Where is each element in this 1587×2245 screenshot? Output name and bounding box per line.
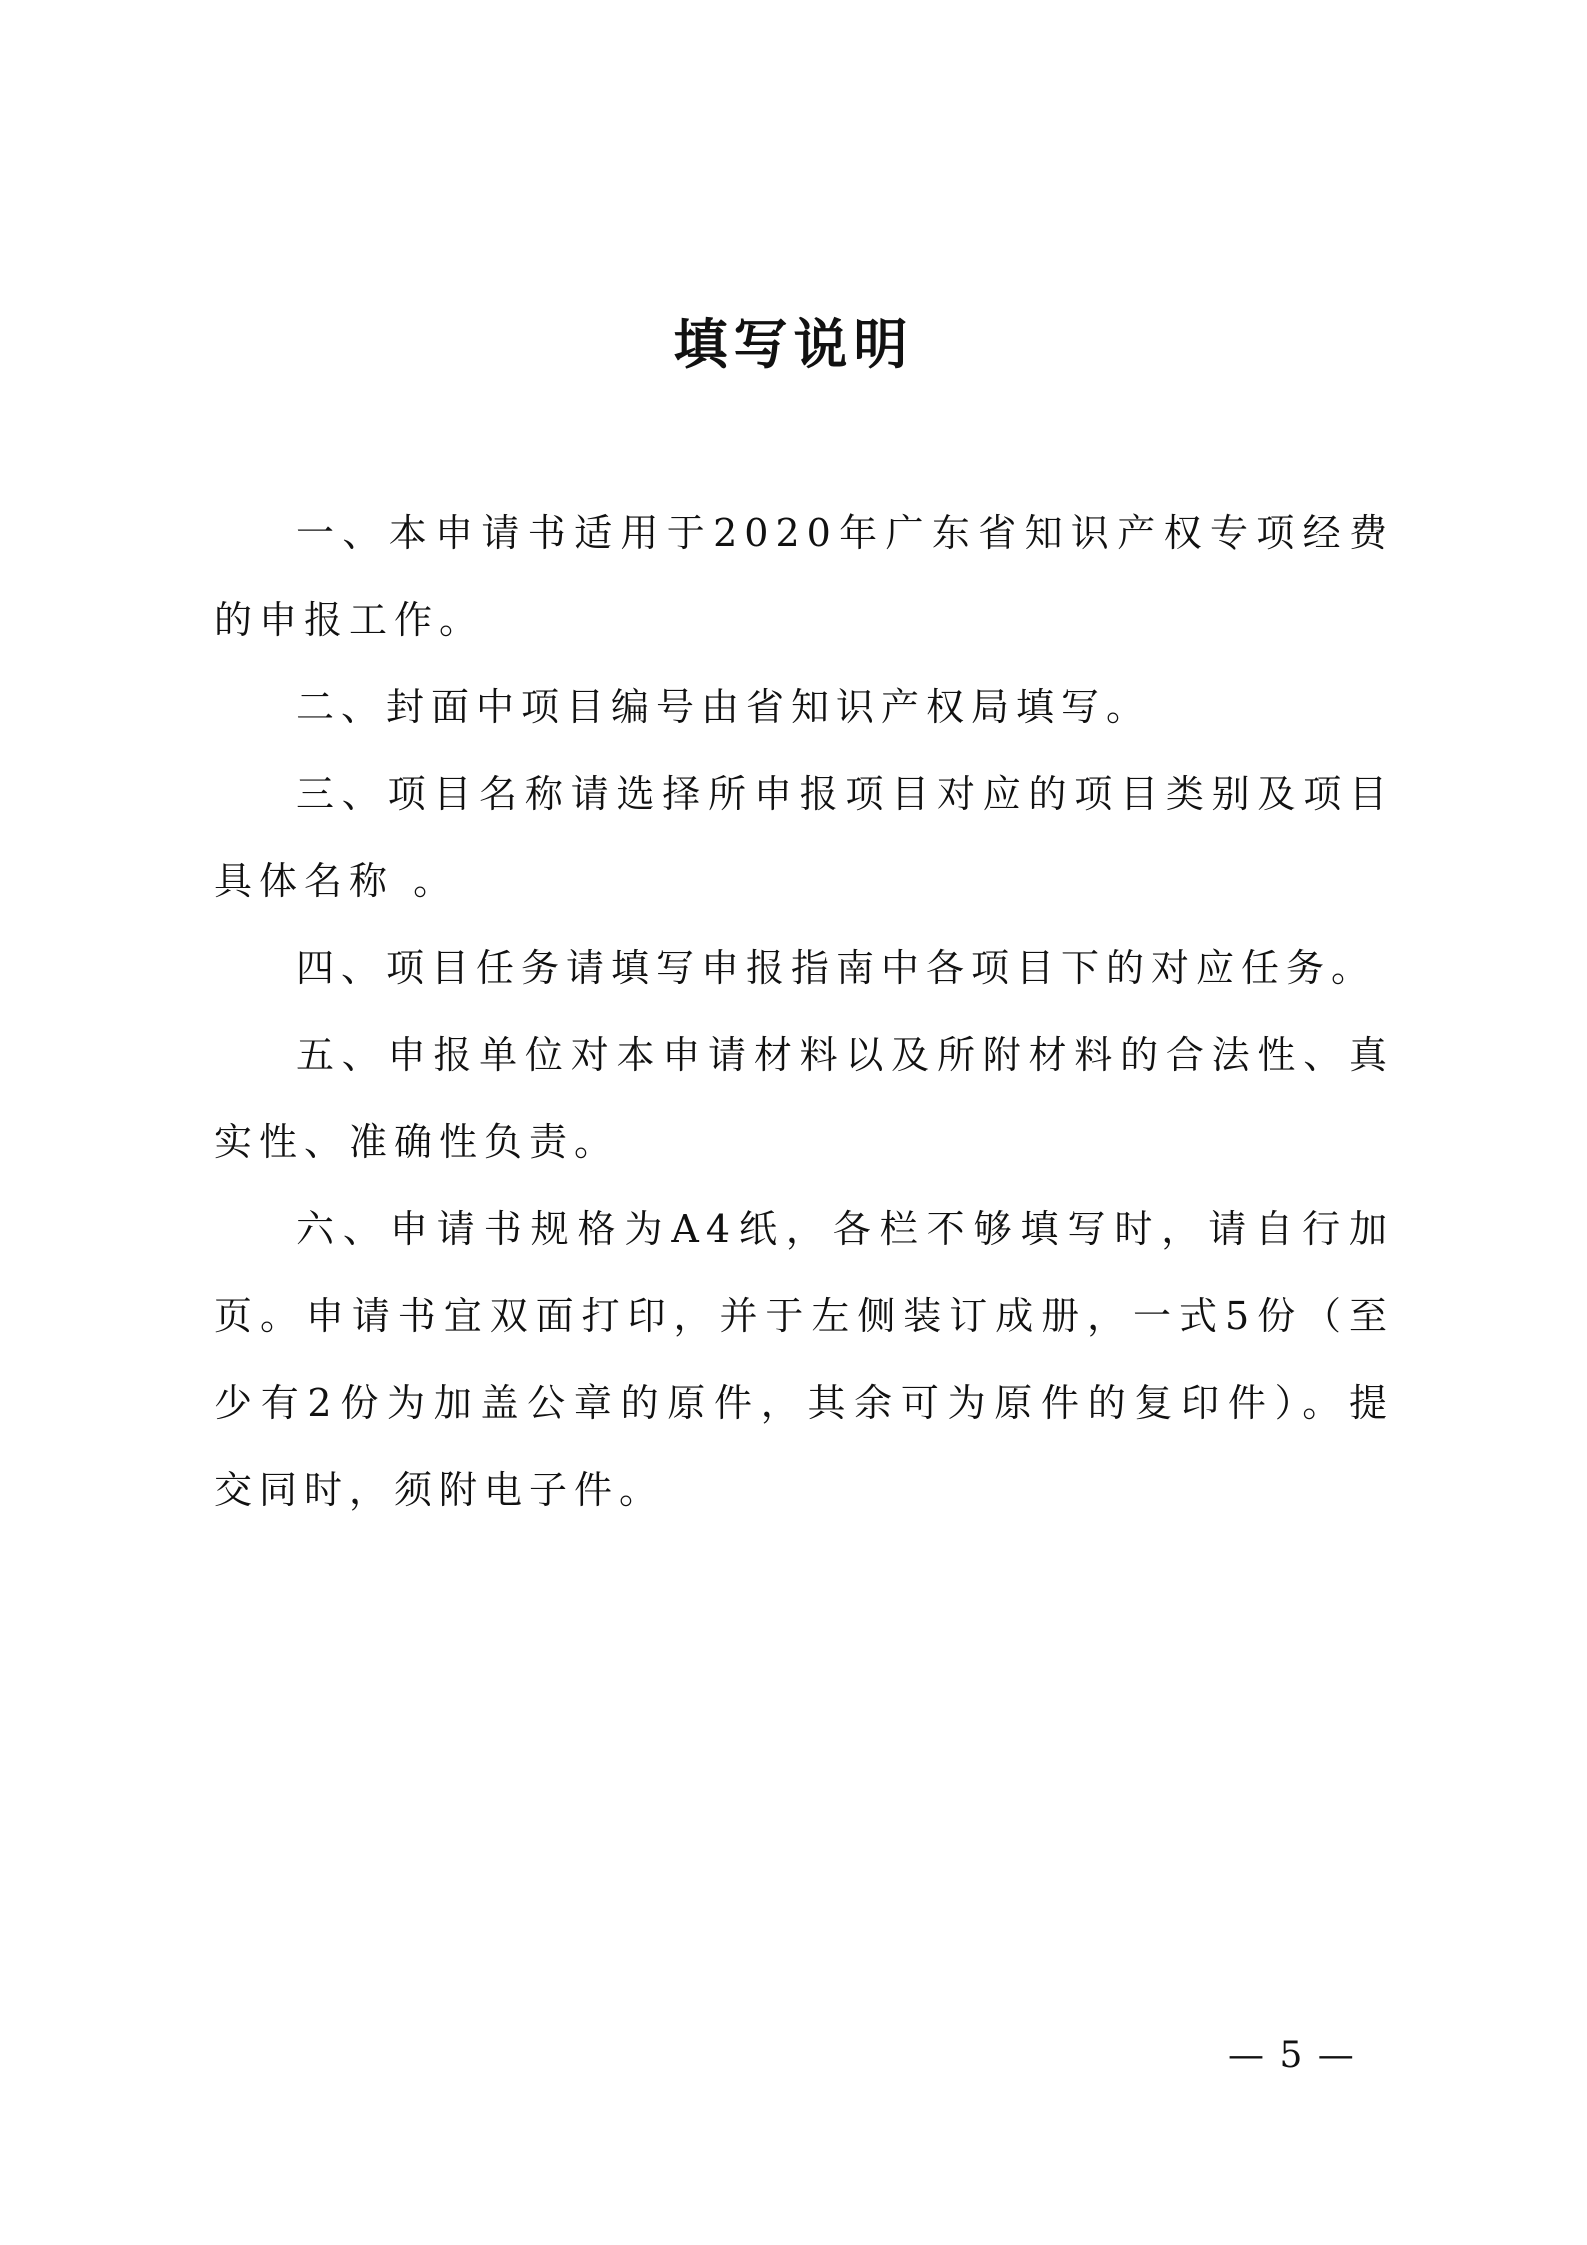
instruction-paragraph-3: 三、项目名称请选择所申报项目对应的项目类别及项目具体名称 。 <box>214 772 1394 903</box>
instruction-paragraph-1: 一、本申请书适用于2020年广东省知识产权专项经费的申报工作。 <box>214 511 1394 642</box>
instruction-paragraph-4: 四、项目任务请填写申报指南中各项目下的对应任务。 <box>296 946 1377 990</box>
instructions-body <box>214 490 1394 1534</box>
instruction-paragraph-2: 二、封面中项目编号由省知识产权局填写。 <box>296 685 1152 729</box>
page-number: — 5 — <box>1228 2035 1356 2076</box>
page-title: 填写说明 <box>673 313 914 376</box>
instruction-paragraph-6: 六、申请书规格为A4纸，各栏不够填写时，请自行加页。申请书宜双面打印，并于左侧装订成册，一式5份（至少有2份为加盖公章的原件，其余可为原件的复印件）。提交同时，须附电子件。 <box>214 1207 1394 1512</box>
instruction-paragraph-5: 五、申报单位对本申请材料以及所附材料的合法性、真实性、准确性负责。 <box>214 1033 1394 1164</box>
